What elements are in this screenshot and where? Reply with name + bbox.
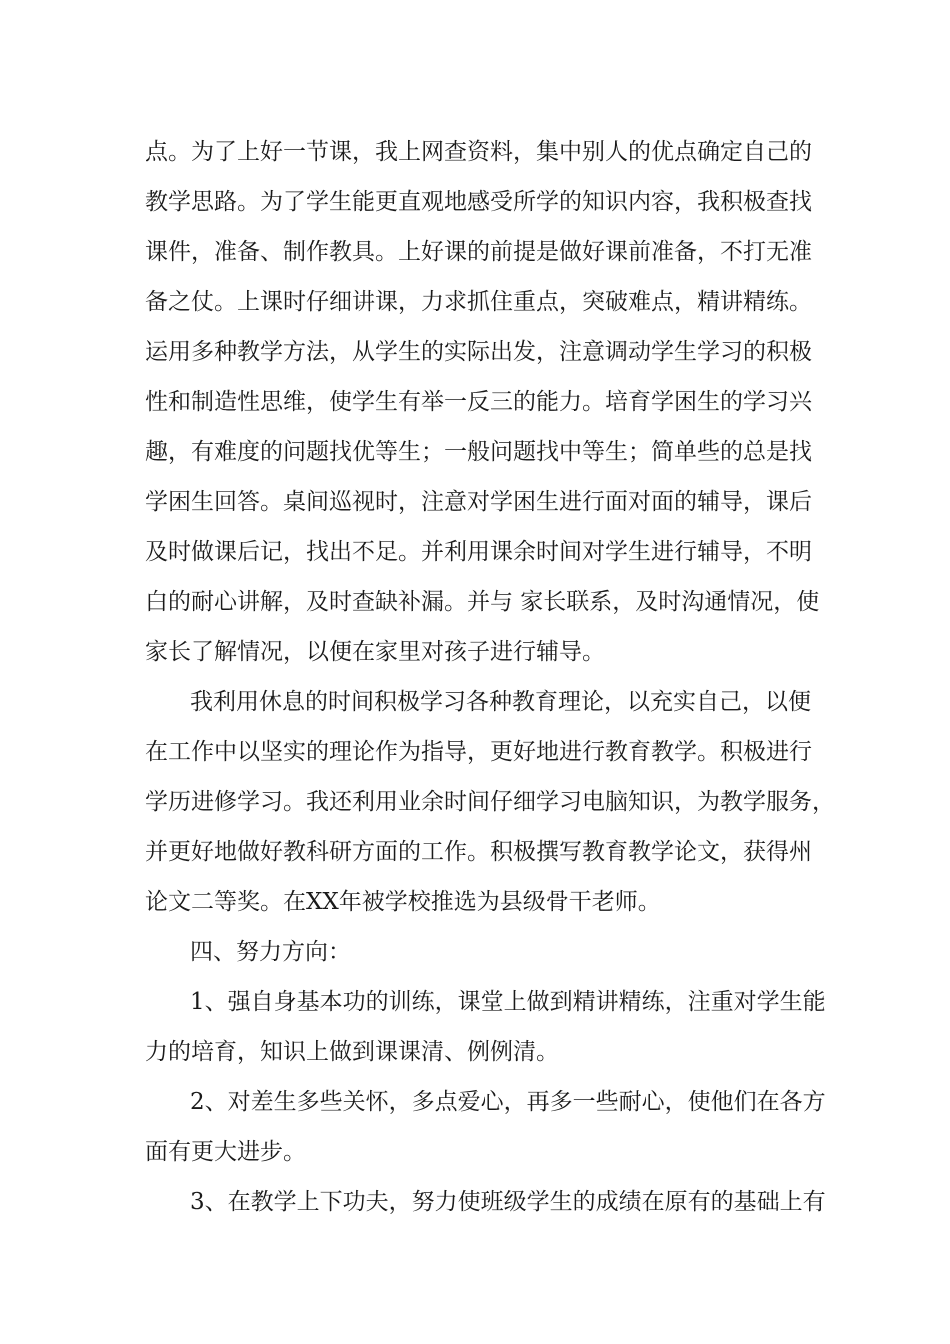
text-line: 论文二等奖。在XX年被学校推选为县级骨干老师。: [145, 889, 661, 915]
text-line: 运用多种教学方法，从学生的实际出发，注意调动学生学习的积极: [145, 339, 812, 365]
text-line: 及时做课后记，找出不足。并利用课余时间对学生进行辅导，不明: [145, 539, 812, 565]
text-line: 教学思路。为了学生能更直观地感受所学的知识内容，我积极查找: [145, 189, 812, 215]
text-line: 面有更大进步。: [145, 1139, 306, 1165]
text-line: 学历进修学习。我还利用业余时间仔细学习电脑知识，为教学服务，: [145, 789, 835, 815]
list-item-first-line: 1、强自身基本功的训练，课堂上做到精讲精练，注重对学生能: [190, 989, 826, 1015]
text-line: 白的耐心讲解，及时查缺补漏。并与 家长联系，及时沟通情况，使: [145, 589, 820, 615]
text-line: 趣，有难度的问题找优等生；一般问题找中等生；简单些的总是找: [145, 439, 812, 465]
list-item-first-line: 3、在教学上下功夫，努力使班级学生的成绩在原有的基础上有: [190, 1189, 826, 1215]
text-line: 点。为了上好一节课，我上网查资料，集中别人的优点确定自己的: [145, 139, 812, 165]
text-line: 力的培育，知识上做到课课清、例例清。: [145, 1039, 559, 1065]
text-line: 备之仗。上课时仔细讲课，力求抓住重点，突破难点，精讲精练。: [145, 289, 812, 315]
text-line: 并更好地做好教科研方面的工作。积极撰写教育教学论文，获得州: [145, 839, 812, 865]
text-line: 在工作中以坚实的理论作为指导，更好地进行教育教学。积极进行: [145, 739, 812, 765]
text-line: 学困生回答。桌间巡视时，注意对学困生进行面对面的辅导，课后: [145, 489, 812, 515]
text-line: 课件，准备、制作教具。上好课的前提是做好课前准备，不打无准: [145, 239, 812, 265]
paragraph-first-line: 我利用休息的时间积极学习各种教育理论，以充实自己，以便: [190, 689, 811, 715]
text-line: 家长了解情况，以便在家里对孩子进行辅导。: [145, 639, 605, 665]
section-heading: 四、努力方向：: [190, 939, 351, 965]
list-item-first-line: 2、对差生多些关怀，多点爱心，再多一些耐心，使他们在各方: [190, 1089, 826, 1115]
text-line: 性和制造性思维，使学生有举一反三的能力。培育学困生的学习兴: [145, 389, 812, 415]
